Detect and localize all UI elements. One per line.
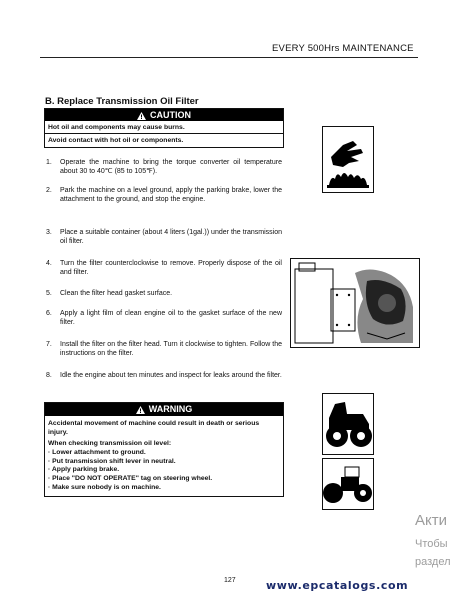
caution-label: CAUTION [150,110,191,120]
step-number: 3. [46,229,52,236]
warning-bar [45,403,283,416]
header-rule [40,57,418,58]
warning-paragraph: Accidental movement of machine could result in death or serious injury. [48,420,260,436]
step-number: 7. [46,341,52,348]
caution-line-1: Hot oil and components may cause burns. [45,121,283,134]
warning-checklist-heading: When checking transmission oil level: [48,440,172,447]
step-number: 8. [46,372,52,379]
step-text: Idle the engine about ten minutes and inspect for leaks around the filter. [60,372,282,379]
warning-item: · Place "DO NOT OPERATE" tag on steering wheel. [48,475,213,483]
step-item [46,310,282,327]
warning-triangle-icon [136,406,145,414]
step-item [46,290,282,299]
step-item [46,229,282,246]
step-text: Turn the filter counterclockwise to remove. Properly dispose of the oil and filter. [60,260,282,276]
warning-item: · Make sure nobody is on machine. [48,483,161,491]
os-activation-overlay-line-1: Акти [415,512,447,529]
step-text: Apply a light film of clean engine oil to the gasket surface of the new filter. [60,310,282,326]
warning-label: WARNING [148,404,193,414]
step-text: Park the machine on a level ground, apply the parking brake, lower the attachment to the ground, and stop the engine. [60,187,282,203]
step-text: Place a suitable container (about 4 liters (1gal.)) under the transmission oil filter. [60,229,282,245]
filter-location-illustration [290,258,420,348]
step-item [46,341,282,358]
section-title: B. Replace Transmission Oil Filter [45,96,199,107]
warning-checklist [45,440,283,496]
page-number: 127 [224,577,236,584]
warning-item: · Apply parking brake. [48,466,120,474]
loader-machine-icon [322,393,374,455]
step-text: Install the filter on the filter head. Turn it clockwise to tighten. Follow the instructions on the filter. [60,341,282,357]
caution-line-2: Avoid contact with hot oil or components. [48,137,184,144]
step-item [46,372,282,381]
step-number: 5. [46,290,52,297]
step-text: Clean the filter head gasket surface. [60,290,173,297]
os-activation-overlay-line-2: Чтобы [415,538,448,550]
steering-wheel-tag-icon [322,458,374,510]
step-text: Operate the machine to bring the torque converter oil temperature about 30 to 40℃ (85 to 105℉). [60,159,282,175]
caution-box [44,108,284,148]
warning-item: · Lower attachment to ground. [48,448,146,456]
burn-hazard-icon [322,126,374,193]
caution-bar [45,109,283,121]
watermark-text: www.epcatalogs.com [266,579,409,592]
warning-item: · Put transmission shift lever in neutral. [48,457,176,465]
warning-box [44,402,284,497]
os-activation-overlay-line-3: раздел [415,556,451,568]
step-item [46,187,282,204]
step-number: 1. [46,159,52,166]
step-item [46,159,282,176]
step-number: 6. [46,310,52,317]
step-number: 4. [46,260,52,267]
step-item [46,260,282,277]
page-header-title: EVERY 500Hrs MAINTENANCE [272,43,414,54]
warning-triangle-icon [137,112,146,120]
step-number: 2. [46,187,52,194]
